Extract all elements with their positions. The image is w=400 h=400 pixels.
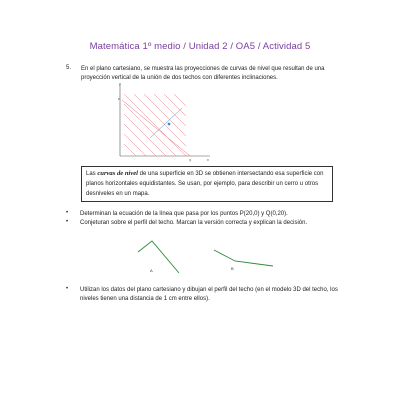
task-2: Conjeturan sobre el perfil del techo. Marcan la versión correcta y explican la decisión.: [80, 220, 308, 226]
definition-prefix: Las: [86, 171, 98, 177]
contour-line: [174, 94, 186, 106]
roof-profile-b: [214, 250, 273, 266]
contour-line: [164, 94, 186, 116]
bullet-dot-icon: •: [66, 219, 69, 225]
y-axis-label: y: [119, 82, 121, 86]
roof-label-a: A: [150, 268, 153, 273]
contour-line: [134, 94, 186, 146]
contour-line: [144, 94, 186, 136]
symmetry-line: [150, 108, 182, 138]
roof-profile-options: [130, 237, 300, 282]
contour-graph: [110, 80, 214, 164]
task-1: Determinan la ecuación de la línea que pasa por los puntos P(20,0) y Q(0,20).: [80, 211, 288, 217]
contour-line: [124, 124, 156, 156]
roof-label-b: B: [231, 266, 234, 271]
question-number: 5.: [66, 65, 72, 71]
x-tick-label-q: Q: [189, 158, 192, 162]
bullet-dot-icon: •: [66, 210, 69, 216]
y-tick-label-p: P: [118, 97, 121, 101]
contour-line: [124, 134, 146, 156]
contour-lines: [124, 94, 186, 156]
definition-body: de una superficie en 3D se obtienen intersectando esa superficie con planos horizontales equidistantes. Se usan, por ejemplo, para describir un cerro u otros desniveles en un mapa.: [86, 171, 324, 197]
x-axis-label: x: [207, 158, 209, 162]
definition-box: [81, 166, 333, 202]
definition-term: curvas de nivel: [97, 170, 138, 177]
task-3: Utilizan los datos del plano cartesiano y dibujan el perfil del techo (en el modelo 3D del techo, los niveles tienen una distancia de 1 cm entre ellos).: [80, 287, 338, 302]
roof-profile-a: [138, 241, 179, 273]
contour-line: [124, 144, 136, 156]
ridge-line: [122, 100, 190, 156]
center-point: [168, 123, 171, 126]
bullet-dot-icon: •: [66, 286, 69, 292]
contour-line: [154, 94, 186, 126]
page-title: Matemática 1º medio / Unidad 2 / OA5 / Actividad 5: [89, 41, 311, 52]
contour-line: [124, 94, 186, 156]
question-text: En el plano cartesiano, se muestra las proyecciones de curvas de nivel que resultan de una proyección vertical de la unión de dos techos con diferentes inclinaciones.: [81, 66, 325, 81]
contour-line: [124, 114, 166, 156]
contour-line: [124, 104, 176, 156]
